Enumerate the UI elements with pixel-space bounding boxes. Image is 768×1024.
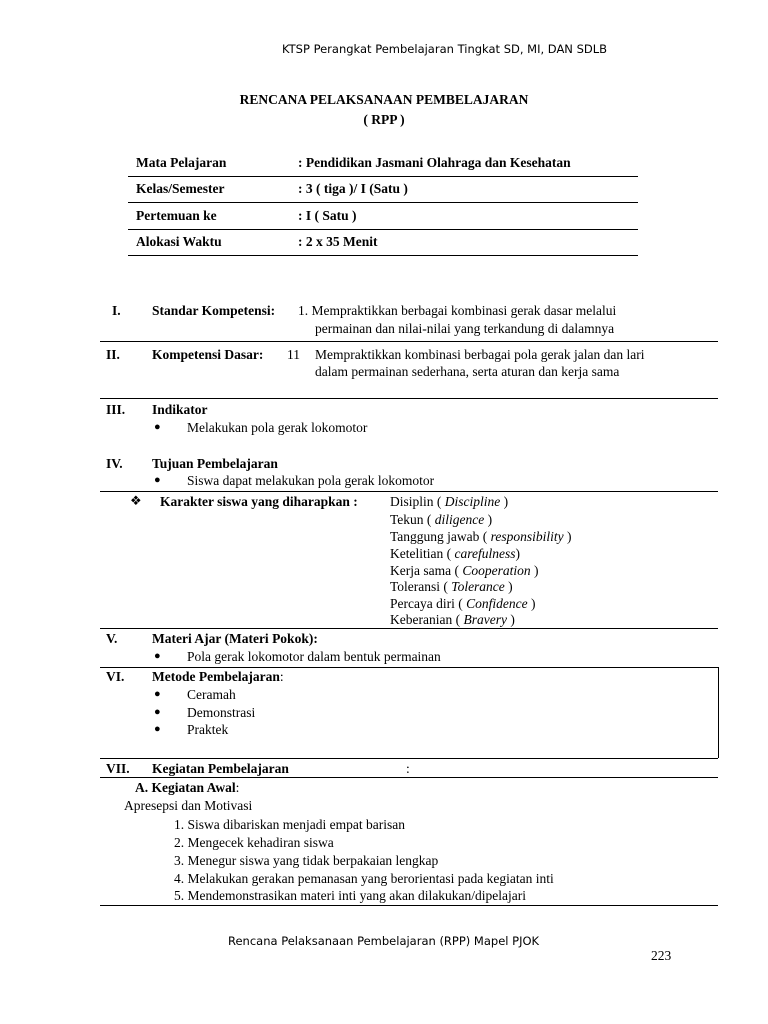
- section-text: permainan dan nilai-nilai yang terkandung di dalamnya: [315, 321, 615, 336]
- list-item: Melakukan pola gerak lokomotor: [187, 420, 368, 435]
- list-item: Ceramah: [187, 687, 236, 702]
- list-item: Pola gerak lokomotor dalam bentuk permainan: [187, 649, 441, 664]
- bullet-icon: ●: [154, 723, 161, 735]
- karakter-item: Percaya diri ( Confidence ): [390, 596, 536, 611]
- info-value: : 2 x 35 Menit: [298, 234, 378, 249]
- page-number: 223: [651, 948, 672, 963]
- section-number: II.: [106, 347, 120, 362]
- info-divider: [128, 176, 638, 177]
- bullet-icon: ●: [154, 650, 161, 662]
- bullet-icon: ●: [154, 706, 161, 718]
- section-divider: [100, 758, 718, 759]
- document-subtitle: ( RPP ): [363, 112, 405, 127]
- info-label: Mata Pelajaran: [136, 155, 227, 170]
- section-number: V.: [106, 631, 118, 646]
- bullet-icon: ●: [154, 688, 161, 700]
- info-label: Alokasi Waktu: [136, 234, 222, 249]
- info-label: Kelas/Semester: [136, 181, 225, 196]
- section-text: 11: [287, 347, 300, 362]
- section-number: I.: [112, 303, 121, 318]
- section-divider: [100, 777, 718, 778]
- section-divider: [100, 398, 718, 399]
- list-item: Demonstrasi: [187, 705, 256, 720]
- box-border: [718, 667, 719, 758]
- karakter-item: Tekun ( diligence ): [390, 512, 493, 527]
- section-label: Kegiatan Pembelajaran: [152, 761, 289, 776]
- info-value: : 3 ( tiga )/ I (Satu ): [298, 181, 408, 196]
- karakter-item: Kerja sama ( Cooperation ): [390, 563, 539, 578]
- info-divider: [128, 229, 638, 230]
- karakter-item: Toleransi ( Tolerance ): [390, 579, 513, 594]
- step-item: 1. Siswa dibariskan menjadi empat barisan: [174, 817, 405, 832]
- section-label: Standar Kompetensi:: [152, 303, 276, 318]
- karakter-label: Karakter siswa yang diharapkan :: [160, 494, 358, 509]
- bullet-icon: ●: [154, 474, 161, 486]
- karakter-item: Ketelitian ( carefulness): [390, 546, 520, 561]
- document-title: RENCANA PELAKSANAAN PEMBELAJARAN: [239, 92, 529, 107]
- step-item: 2. Mengecek kehadiran siswa: [174, 835, 334, 850]
- info-value: : I ( Satu ): [298, 208, 357, 223]
- section-label: Metode Pembelajaran:: [152, 669, 284, 684]
- karakter-item: Tanggung jawab ( responsibility ): [390, 529, 572, 544]
- section-label: Kompetensi Dasar:: [152, 347, 264, 362]
- section-label: Materi Ajar (Materi Pokok):: [152, 631, 318, 646]
- step-item: 4. Melakukan gerakan pemanasan yang berorientasi pada kegiatan inti: [174, 871, 554, 886]
- section-divider: [100, 491, 718, 492]
- info-divider: [128, 202, 638, 203]
- section-label: Indikator: [152, 402, 208, 417]
- section-number: VI.: [106, 669, 125, 684]
- list-item: Siswa dapat melakukan pola gerak lokomotor: [187, 473, 435, 488]
- step-item: 3. Menegur siswa yang tidak berpakaian lengkap: [174, 853, 439, 868]
- kegiatan-awal-sub: Apresepsi dan Motivasi: [124, 798, 253, 813]
- section-label: Tujuan Pembelajaran: [152, 456, 278, 471]
- section-colon: :: [406, 761, 410, 776]
- section-text: Mempraktikkan kombinasi berbagai pola gerak jalan dan lari: [315, 347, 645, 362]
- section-divider: [100, 628, 718, 629]
- list-item: Praktek: [187, 722, 229, 737]
- karakter-item: Keberanian ( Bravery ): [390, 612, 515, 627]
- section-text: dalam permainan sederhana, serta aturan dan kerja sama: [315, 364, 620, 379]
- section-text: 1. Mempraktikkan berbagai kombinasi gerak dasar melalui: [298, 303, 617, 318]
- info-divider: [128, 255, 638, 256]
- karakter-item: Disiplin ( Discipline ): [390, 494, 509, 509]
- page-footer: Rencana Pelaksanaan Pembelajaran (RPP) Mapel PJOK: [228, 934, 540, 948]
- section-divider: [100, 341, 718, 342]
- step-item: 5. Mendemonstrasikan materi inti yang akan dilakukan/dipelajari: [174, 888, 527, 903]
- diamond-bullet-icon: ❖: [130, 493, 142, 508]
- info-label: Pertemuan ke: [136, 208, 217, 223]
- section-number: VII.: [106, 761, 130, 776]
- kegiatan-awal-heading: A. Kegiatan Awal:: [135, 780, 240, 795]
- bullet-icon: ●: [154, 421, 161, 433]
- section-divider: [100, 667, 718, 668]
- section-divider: [100, 905, 718, 906]
- section-number: III.: [106, 402, 126, 417]
- page-header: KTSP Perangkat Pembelajaran Tingkat SD, MI, DAN SDLB: [282, 42, 608, 56]
- section-number: IV.: [106, 456, 123, 471]
- info-value: : Pendidikan Jasmani Olahraga dan Kesehatan: [298, 155, 571, 170]
